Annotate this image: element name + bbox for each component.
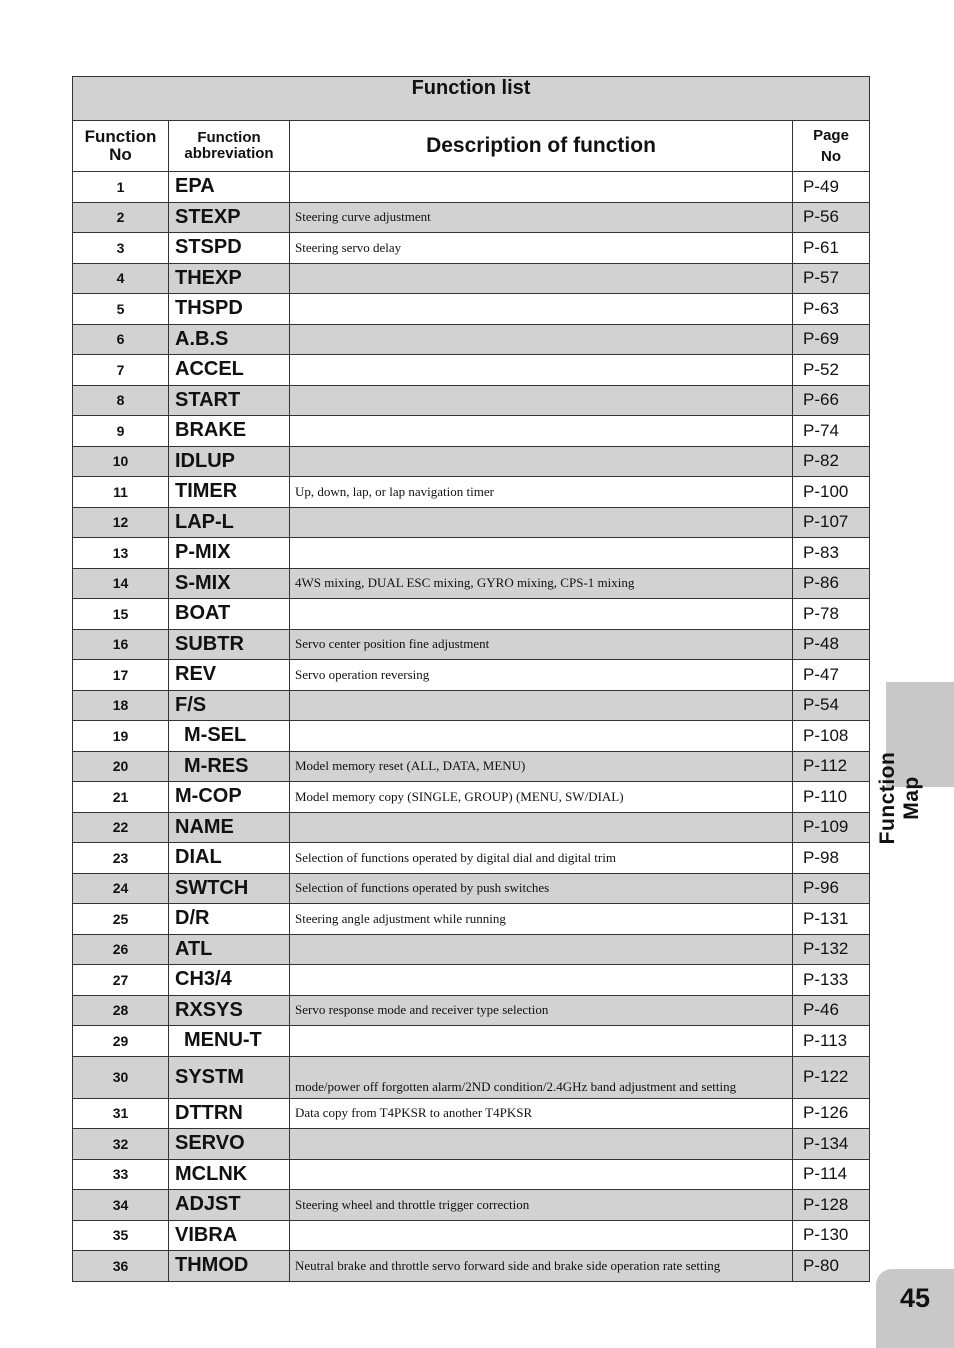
function-abbreviation: LAP-L xyxy=(169,507,290,538)
function-no: 30 xyxy=(73,1056,169,1098)
function-abbreviation: D/R xyxy=(169,904,290,935)
page-no: P-86 xyxy=(793,568,870,599)
page-no: P-130 xyxy=(793,1220,870,1251)
function-description xyxy=(290,1129,793,1160)
function-no: 26 xyxy=(73,934,169,965)
page-no: P-131 xyxy=(793,904,870,935)
function-description xyxy=(290,385,793,416)
header-page-no: Page No xyxy=(793,121,870,172)
function-description: mode/power off forgotten alarm/2ND condition/2.4GHz band adjustment and setting xyxy=(290,1056,793,1098)
function-abbreviation: SWTCH xyxy=(169,873,290,904)
function-description xyxy=(290,355,793,386)
function-no: 7 xyxy=(73,355,169,386)
page-no: P-52 xyxy=(793,355,870,386)
section-label: Function Map xyxy=(876,751,923,845)
function-no: 28 xyxy=(73,995,169,1026)
function-abbreviation: F/S xyxy=(169,690,290,721)
page-no: P-63 xyxy=(793,294,870,325)
table-row xyxy=(73,263,870,294)
function-description: Selection of functions operated by push switches xyxy=(290,873,793,904)
function-description xyxy=(290,294,793,325)
function-description xyxy=(290,965,793,996)
table-row xyxy=(73,965,870,996)
function-abbreviation: THMOD xyxy=(169,1251,290,1282)
table-row xyxy=(73,629,870,660)
function-abbreviation: SUBTR xyxy=(169,629,290,660)
function-description xyxy=(290,538,793,569)
function-description: Steering curve adjustment xyxy=(290,202,793,233)
table-row xyxy=(73,233,870,264)
page-no: P-96 xyxy=(793,873,870,904)
function-no: 16 xyxy=(73,629,169,660)
function-no: 10 xyxy=(73,446,169,477)
table-row xyxy=(73,904,870,935)
table-row xyxy=(73,1056,870,1098)
function-no: 22 xyxy=(73,812,169,843)
function-no: 23 xyxy=(73,843,169,874)
function-description: Steering servo delay xyxy=(290,233,793,264)
table-row xyxy=(73,1026,870,1057)
page-no: P-54 xyxy=(793,690,870,721)
function-no: 13 xyxy=(73,538,169,569)
table-row xyxy=(73,995,870,1026)
table-row xyxy=(73,324,870,355)
function-description: 4WS mixing, DUAL ESC mixing, GYRO mixing, CPS-1 mixing xyxy=(290,568,793,599)
function-description xyxy=(290,507,793,538)
page-no: P-128 xyxy=(793,1190,870,1221)
function-no: 1 xyxy=(73,172,169,203)
function-no: 11 xyxy=(73,477,169,508)
table-row xyxy=(73,202,870,233)
function-abbreviation: CH3/4 xyxy=(169,965,290,996)
table-row xyxy=(73,1129,870,1160)
function-description xyxy=(290,416,793,447)
function-description xyxy=(290,690,793,721)
page-no: P-110 xyxy=(793,782,870,813)
function-no: 3 xyxy=(73,233,169,264)
table-row xyxy=(73,782,870,813)
function-description xyxy=(290,599,793,630)
function-description: Neutral brake and throttle servo forward side and brake side operation rate setting xyxy=(290,1251,793,1282)
function-description: Steering wheel and throttle trigger correction xyxy=(290,1190,793,1221)
function-abbreviation: THSPD xyxy=(169,294,290,325)
page-no: P-122 xyxy=(793,1056,870,1098)
function-description xyxy=(290,446,793,477)
table-row xyxy=(73,294,870,325)
function-abbreviation: IDLUP xyxy=(169,446,290,477)
page-no: P-47 xyxy=(793,660,870,691)
table-row xyxy=(73,568,870,599)
function-no: 4 xyxy=(73,263,169,294)
function-abbreviation: TIMER xyxy=(169,477,290,508)
function-description xyxy=(290,812,793,843)
table-row xyxy=(73,751,870,782)
function-abbreviation: MCLNK xyxy=(169,1159,290,1190)
table-row xyxy=(73,355,870,386)
function-abbreviation: M-RES xyxy=(169,751,290,782)
function-abbreviation: STEXP xyxy=(169,202,290,233)
page-no: P-48 xyxy=(793,629,870,660)
function-no: 5 xyxy=(73,294,169,325)
function-abbreviation: M-SEL xyxy=(169,721,290,752)
function-abbreviation: VIBRA xyxy=(169,1220,290,1251)
table-row xyxy=(73,538,870,569)
function-description xyxy=(290,721,793,752)
function-no: 34 xyxy=(73,1190,169,1221)
function-no: 35 xyxy=(73,1220,169,1251)
page-no: P-112 xyxy=(793,751,870,782)
function-abbreviation: SERVO xyxy=(169,1129,290,1160)
page-no: P-134 xyxy=(793,1129,870,1160)
table-row xyxy=(73,172,870,203)
function-no: 6 xyxy=(73,324,169,355)
function-description: Steering angle adjustment while running xyxy=(290,904,793,935)
function-description: Servo center position fine adjustment xyxy=(290,629,793,660)
table-row xyxy=(73,660,870,691)
page-no: P-82 xyxy=(793,446,870,477)
function-no: 24 xyxy=(73,873,169,904)
function-description: Servo operation reversing xyxy=(290,660,793,691)
table-row xyxy=(73,507,870,538)
function-abbreviation: REV xyxy=(169,660,290,691)
function-description: Selection of functions operated by digital dial and digital trim xyxy=(290,843,793,874)
page-no: P-69 xyxy=(793,324,870,355)
page-no: P-46 xyxy=(793,995,870,1026)
function-description: Up, down, lap, or lap navigation timer xyxy=(290,477,793,508)
function-description: Model memory copy (SINGLE, GROUP) (MENU, SW/DIAL) xyxy=(290,782,793,813)
function-abbreviation: SYSTM xyxy=(169,1056,290,1098)
function-no: 18 xyxy=(73,690,169,721)
table-row xyxy=(73,416,870,447)
page-no: P-109 xyxy=(793,812,870,843)
function-abbreviation: ADJST xyxy=(169,1190,290,1221)
table-row xyxy=(73,385,870,416)
function-no: 25 xyxy=(73,904,169,935)
page-no: P-100 xyxy=(793,477,870,508)
function-list-table xyxy=(72,76,870,1282)
table-row xyxy=(73,1220,870,1251)
function-abbreviation: RXSYS xyxy=(169,995,290,1026)
function-abbreviation: P-MIX xyxy=(169,538,290,569)
table-row xyxy=(73,690,870,721)
table-row xyxy=(73,873,870,904)
page-no: P-83 xyxy=(793,538,870,569)
table-row xyxy=(73,812,870,843)
table-row xyxy=(73,934,870,965)
page-no: P-49 xyxy=(793,172,870,203)
page-no: P-66 xyxy=(793,385,870,416)
table-row xyxy=(73,721,870,752)
function-abbreviation: BOAT xyxy=(169,599,290,630)
function-description xyxy=(290,1026,793,1057)
table-row xyxy=(73,843,870,874)
function-description xyxy=(290,324,793,355)
table-header-row xyxy=(73,121,870,172)
page-no: P-114 xyxy=(793,1159,870,1190)
function-no: 14 xyxy=(73,568,169,599)
table-title-row xyxy=(73,77,870,121)
table-row xyxy=(73,1159,870,1190)
function-description xyxy=(290,934,793,965)
function-abbreviation: EPA xyxy=(169,172,290,203)
page-no: P-98 xyxy=(793,843,870,874)
function-abbreviation: NAME xyxy=(169,812,290,843)
function-abbreviation: S-MIX xyxy=(169,568,290,599)
function-no: 29 xyxy=(73,1026,169,1057)
function-no: 19 xyxy=(73,721,169,752)
page-number: 45 xyxy=(899,1283,931,1313)
table-row xyxy=(73,1098,870,1129)
function-description xyxy=(290,263,793,294)
header-description: Description of function xyxy=(290,121,793,172)
function-no: 9 xyxy=(73,416,169,447)
function-abbreviation: STSPD xyxy=(169,233,290,264)
function-no: 32 xyxy=(73,1129,169,1160)
function-abbreviation: ATL xyxy=(169,934,290,965)
function-no: 2 xyxy=(73,202,169,233)
table-row xyxy=(73,1190,870,1221)
function-no: 20 xyxy=(73,751,169,782)
page-no: P-74 xyxy=(793,416,870,447)
function-no: 17 xyxy=(73,660,169,691)
table-row xyxy=(73,477,870,508)
page-no: P-132 xyxy=(793,934,870,965)
table-row xyxy=(73,446,870,477)
page-no: P-126 xyxy=(793,1098,870,1129)
function-description: Data copy from T4PKSR to another T4PKSR xyxy=(290,1098,793,1129)
function-description: Servo response mode and receiver type selection xyxy=(290,995,793,1026)
page-no: P-61 xyxy=(793,233,870,264)
header-function-abbreviation: Function abbreviation xyxy=(169,121,290,172)
page-no: P-133 xyxy=(793,965,870,996)
page-number-tab xyxy=(876,1269,954,1348)
page-no: P-107 xyxy=(793,507,870,538)
table-title: Function list xyxy=(73,77,870,121)
function-abbreviation: DTTRN xyxy=(169,1098,290,1129)
function-description xyxy=(290,1159,793,1190)
table-row xyxy=(73,599,870,630)
page-no: P-78 xyxy=(793,599,870,630)
function-abbreviation: THEXP xyxy=(169,263,290,294)
page-no: P-57 xyxy=(793,263,870,294)
function-no: 12 xyxy=(73,507,169,538)
function-description xyxy=(290,172,793,203)
table-row xyxy=(73,1251,870,1282)
function-abbreviation: A.B.S xyxy=(169,324,290,355)
page-no: P-80 xyxy=(793,1251,870,1282)
function-abbreviation: MENU-T xyxy=(169,1026,290,1057)
function-no: 36 xyxy=(73,1251,169,1282)
page-no: P-56 xyxy=(793,202,870,233)
page-no: P-113 xyxy=(793,1026,870,1057)
function-abbreviation: BRAKE xyxy=(169,416,290,447)
function-no: 31 xyxy=(73,1098,169,1129)
function-no: 8 xyxy=(73,385,169,416)
function-no: 27 xyxy=(73,965,169,996)
function-abbreviation: ACCEL xyxy=(169,355,290,386)
function-abbreviation: START xyxy=(169,385,290,416)
page-no: P-108 xyxy=(793,721,870,752)
function-no: 15 xyxy=(73,599,169,630)
header-function-no: Function No xyxy=(73,121,169,172)
function-no: 33 xyxy=(73,1159,169,1190)
function-abbreviation: M-COP xyxy=(169,782,290,813)
function-description: Model memory reset (ALL, DATA, MENU) xyxy=(290,751,793,782)
function-description xyxy=(290,1220,793,1251)
function-abbreviation: DIAL xyxy=(169,843,290,874)
function-no: 21 xyxy=(73,782,169,813)
